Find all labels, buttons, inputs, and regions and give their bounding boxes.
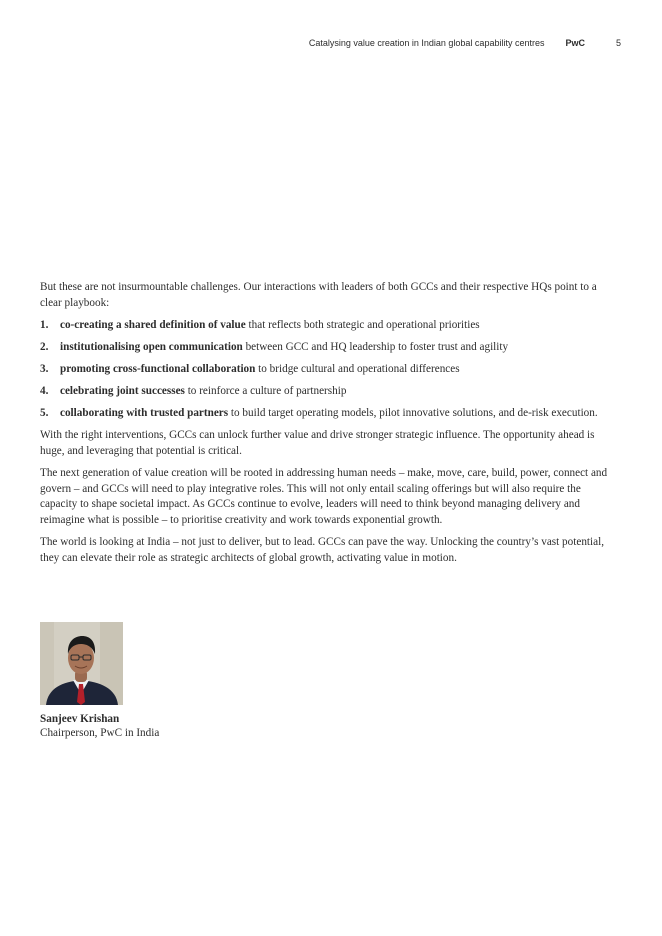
playbook-list <box>40 318 620 422</box>
list-item <box>40 362 620 378</box>
main-content <box>40 280 620 573</box>
list-text <box>60 318 620 334</box>
list-text <box>60 406 620 422</box>
body-paragraph: With the right interventions, GCCs can unlock further value and drive stronger strategic influence. The opportunity ahead is huge, and leveraging that potential is critical. <box>40 429 595 457</box>
list-item <box>40 318 620 334</box>
list-item <box>40 384 620 400</box>
list-rest: between GCC and HQ leadership to foster trust and agility <box>242 341 509 353</box>
document-title: Catalysing value creation in Indian global capability centres <box>308 38 545 48</box>
list-number: 1. <box>40 319 49 331</box>
list-emphasis: celebrating joint successes <box>60 385 185 397</box>
page-number: 5 <box>615 38 621 48</box>
list-item <box>40 406 620 422</box>
portrait-illustration <box>40 622 123 705</box>
body-paragraph: The next generation of value creation will be rooted in addressing human needs – make, move, care, build, power, connect and govern – and GCCs will need to play integrative roles. This will not only entail scaling offerings but will also require the capacity to shape societal impact. As GCCs continue to evolve, leaders will need to think beyond managing delivery and reimagine what is possible – to prioritise creativity and work towards exponential growth. <box>40 467 608 526</box>
list-item <box>40 340 620 356</box>
list-rest: to build target operating models, pilot innovative solutions, and de-risk execution. <box>228 407 598 419</box>
list-text <box>60 384 620 400</box>
list-number: 5. <box>40 407 49 419</box>
list-emphasis: collaborating with trusted partners <box>60 407 229 419</box>
list-text <box>60 362 620 378</box>
running-header <box>309 38 621 48</box>
list-emphasis: co-creating a shared definition of value <box>60 319 246 331</box>
list-rest: that reflects both strategic and operational priorities <box>245 319 480 331</box>
list-emphasis: promoting cross-functional collaboration <box>60 363 256 375</box>
list-number: 2. <box>40 341 49 353</box>
list-number: 3. <box>40 363 49 375</box>
list-emphasis: institutionalising open communication <box>60 341 243 353</box>
signatory-title: Chairperson, PwC in India <box>40 726 160 739</box>
list-text <box>60 340 620 356</box>
signature-block <box>40 713 159 740</box>
portrait-photo <box>40 622 123 705</box>
list-number: 4. <box>40 385 49 397</box>
body-paragraph: The world is looking at India – not just to deliver, but to lead. GCCs can pave the way. Unlocking the country’s vast potential, they can elevate their role as strategic architects of global growth, activating value in motion. <box>40 536 604 564</box>
list-rest: to reinforce a culture of partnership <box>184 385 347 397</box>
brand-name: PwC <box>565 38 585 48</box>
signatory-name: Sanjeev Krishan <box>40 713 120 725</box>
intro-paragraph: But these are not insurmountable challenges. Our interactions with leaders of both GCCs and their respective HQs point to a clear playbook: <box>40 281 597 309</box>
list-rest: to bridge cultural and operational differences <box>255 363 460 375</box>
